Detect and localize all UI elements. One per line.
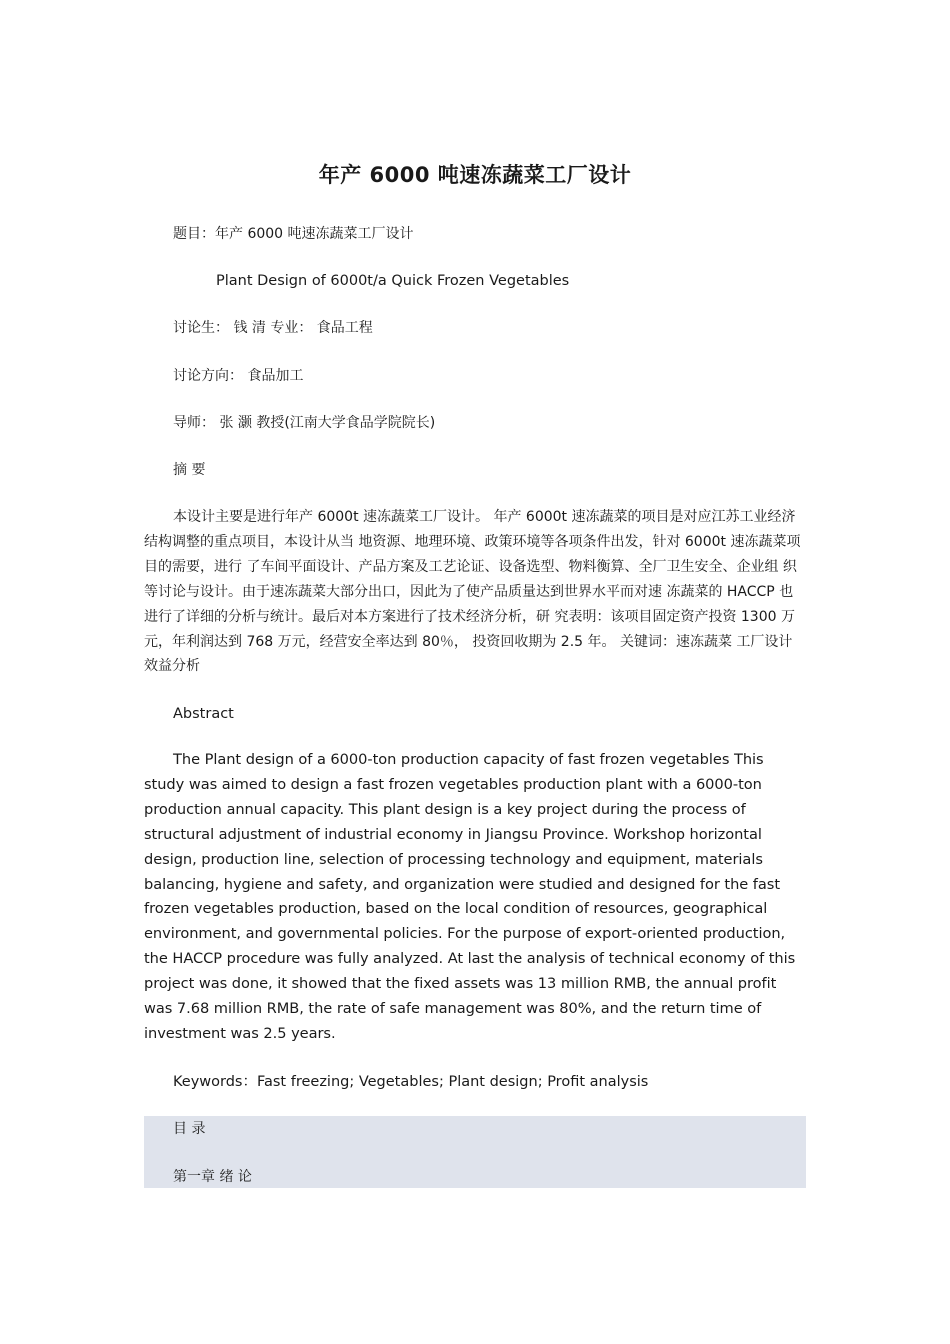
subject-line: 题目：年产 6000 吨速冻蔬菜工厂设计 bbox=[173, 226, 414, 242]
english-title: Plant Design of 6000t/a Quick Frozen Vegetables bbox=[216, 273, 570, 289]
table-of-contents-section bbox=[144, 1116, 806, 1188]
abstract-en-heading: Abstract bbox=[173, 706, 234, 722]
research-direction-line: 讨论方向： 食品加工 bbox=[173, 368, 304, 384]
document-title: 年产 6000 吨速冻蔬菜工厂设计 bbox=[318, 163, 632, 187]
abstract-en-body: The Plant design of a 6000-ton production capacity of fast frozen vegetables This study was aimed to design a fast frozen vegetables production plant with a 6000-ton production annual capacity. This plant design is a key project during the process of structural adjustment of industrial economy in Jiangsu Province. Workshop horizontal design, production line, selection of processing technology and equipment, materials balancing, hygiene and safety, and organization were studied and designed for the fast frozen vegetables production, based on the local condition of resources, geographical environment, and governmental policies. For the purpose of export-oriented production, the HACCP procedure was fully analyzed. At last the analysis of technical economy of this project was done, it showed that the fixed assets was 13 million RMB, the annual profit was 7.68 million RMB, the rate of safe management was 80%, and the return time of investment was 2.5 years. bbox=[144, 751, 796, 1042]
abstract-cn-body: 本设计主要是进行年产 6000t 速冻蔬菜工厂设计。 年产 6000t 速冻蔬菜的项目是对应江苏工业经济结构调整的重点项目，本设计从当 地资源、地理环境、政策环境等各项条件出发，针对 6000t 速冻蔬菜项目的需要，进行 了车间平面设计、产品方案及工艺论证、设备选型、物料衡算、全厂卫生安全、企业组 织等讨论与设计。由于速冻蔬菜大部分出口，因此为了使产品质量达到世界水平而对速 冻蔬菜的 HACCP 也进行了详细的分析与统计。最后对本方案进行了技术经济分析，研 究表明：该项目固定资产投资 1300 万元，年利润达到 768 万元，经营安全率达到 80％， 投资回收期为 2.5 年。 关键词：速冻蔬菜 工厂设计 效益分析 bbox=[144, 509, 801, 675]
advisor-line: 导师： 张 灏 教授(江南大学食品学院院长) bbox=[173, 415, 436, 431]
abstract-cn-heading: 摘 要 bbox=[173, 462, 206, 478]
keywords-line: Keywords：Fast freezing; Vegetables; Plant design; Profit analysis bbox=[173, 1074, 649, 1090]
student-major-line: 讨论生： 钱 清 专业： 食品工程 bbox=[173, 320, 373, 336]
toc-heading: 目 录 bbox=[173, 1121, 206, 1137]
toc-chapter-one[interactable]: 第一章 绪 论 bbox=[173, 1169, 252, 1185]
